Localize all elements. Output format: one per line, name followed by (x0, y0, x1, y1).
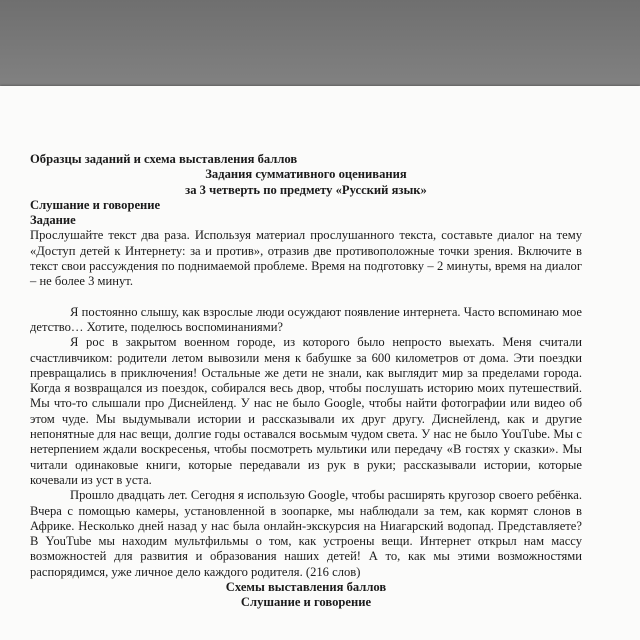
section-title: Слушание и говорение (30, 197, 161, 212)
footer-section-title: Слушание и говорение (240, 595, 372, 610)
summative-title: Задания суммативного оценивания (205, 167, 407, 182)
page-content (30, 152, 582, 611)
text-paragraph-3: Прошло двадцать лет. Сегодня я использую Google, чтобы расширять кругозор своего ребёнка. Вчера с помощью камеры, установленной в зоопарке, мы наблюдали за тем, как кормят слонов в Африке. Несколько дней назад у нас была онлайн-экскурсия на Ниагарский водопад. Представляете? В YouTube мы находим мультфильмы о том, как устроены вещи. Интернет открыл нам массу возможностей для развития и образования наших детей! А то, как мы этими возможностями распорядимся, уже личное дело каждого родителя. (216 слов) (30, 488, 582, 579)
text-paragraph-1: Я постоянно слышу, как взрослые люди осуждают появление интернета. Часто вспоминаю мое детство… Хотите, поделюсь воспоминаниями? (30, 304, 582, 334)
samples-title: Образцы заданий и схема выставления баллов (30, 152, 298, 166)
document-page (0, 86, 640, 640)
schemes-title: Схемы выставления баллов (225, 580, 387, 595)
task-label: Задание (30, 213, 76, 228)
text-paragraph-2: Я рос в закрытом военном городе, из которого было непросто выехать. Меня считали счастливчиком: родители летом вывозили меня к бабушке за 600 километров от дома. Эти поездки превращались в приключения! Остальные же дети не знали, как выглядит мир за пределами города. Когда я возвращался из поездок, собирался весь двор, чтобы послушать историю моих путешествий. Мы что-то слышали про Диснейленд. У нас не было Google, чтобы найти фотографии или видео об этом чуде. Мы выдумывали истории и рассказывали их друг другу. Диснейленд, как и другие непонятные для нас вещи, долгие годы оставался восьмым чудом света. У нас не было YouTube. Мы с нетерпением ждали воскресенья, чтобы посмотреть мультики или передачу «В гостях у сказки». Мы читали одинаковые книги, которые передавали из рук в руки; рассказывали истории, которые кочевали из уст в уста. (30, 335, 582, 487)
subject-line: за 3 четверть по предмету «Русский язык» (185, 182, 427, 197)
scanner-background (0, 0, 640, 86)
spacer (30, 290, 582, 305)
task-instructions: Прослушайте текст два раза. Используя материал прослушанного текста, составьте диалог на тему «Доступ детей к Интернету: за и против», отразив две противоположные точки зрения. Включите в текст свои рассуждения по поднимаемой проблеме. Время на подготовку – 2 минуты, время на диалог – не более 3 минут. (30, 228, 582, 289)
